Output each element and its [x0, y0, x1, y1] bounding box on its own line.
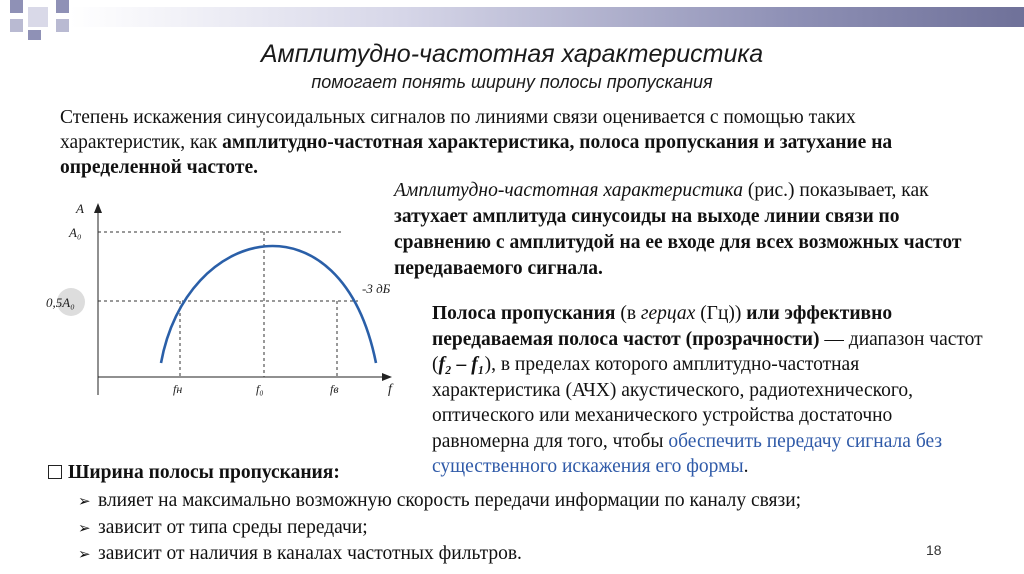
list-item-text: зависит от наличия в каналах частотных фильтров. [98, 543, 522, 564]
y-tick-label-half-a0: 0,5A₀ [46, 295, 75, 310]
band-term: Полоса пропускания [432, 303, 616, 324]
list-item-text: влияет на максимально возможную скорость передачи информации по каналу связи; [98, 490, 802, 511]
intro-paragraph [60, 105, 980, 180]
band-text: (Гц)) [695, 303, 747, 324]
band-formula: f₂ – f₁ [438, 354, 485, 375]
header-gradient-bar [70, 7, 1024, 27]
decor-square [28, 30, 41, 40]
decor-square [56, 19, 69, 32]
slide-subtitle: помогает понять ширину полосы пропускания [311, 72, 713, 92]
decor-square [10, 19, 23, 32]
intro-bold-text: амплитудно-частотная характеристика, полоса пропускания и затухание на определенной частоте. [60, 132, 893, 178]
arrow-bullet-icon: ➢ [78, 545, 91, 563]
bandwidth-paragraph [432, 301, 992, 480]
afc-paragraph [394, 178, 984, 282]
page-number: 18 [926, 542, 942, 558]
band-highlight-text: обеспечить передачу сигнала без существенного искажения его формы [432, 430, 943, 477]
bullets-heading-text: Ширина полосы пропускания: [68, 462, 340, 483]
list-item [78, 515, 801, 542]
x-axis-arrow [382, 373, 392, 381]
bullets-heading [48, 462, 340, 484]
band-italic-unit: герцах [640, 303, 696, 324]
band-text: — диапазон частот ( [432, 328, 983, 375]
x-tick-label-f0: f₀ [256, 382, 264, 396]
band-text: ), в пределах которого амплитудно-частотная характеристика (АЧХ) акустического, радиотехнического, оптического или механического устройства достаточно равномерна для того, чтобы [432, 354, 914, 452]
y-axis-arrow [94, 203, 102, 213]
decor-square [56, 0, 69, 13]
response-curve [161, 246, 376, 363]
header-decoration [0, 0, 1024, 40]
afc-italic-term: Амплитудно-частотная характеристика [394, 180, 743, 201]
x-tick-label-fv: fв [330, 382, 339, 396]
list-item [78, 541, 801, 568]
intro-text: Степень искажения синусоидальных сигналов по линиями связи оценивается с помощью таких характеристик, как [60, 107, 856, 153]
list-item-text: зависит от типа среды передачи; [98, 516, 368, 538]
y-axis-label: A [76, 201, 84, 216]
band-text: (в [615, 303, 641, 324]
afc-text: (рис.) показывает, как [742, 180, 929, 201]
slide-title: Амплитудно-частотная характеристика [260, 40, 764, 68]
decor-square [10, 0, 23, 13]
frequency-response-chart [36, 195, 416, 410]
x-tick-label-fn: fн [173, 382, 183, 396]
band-bold-definition: или эффективно передаваемая полоса частот (прозрачности) [432, 303, 893, 350]
arrow-bullet-icon: ➢ [78, 492, 91, 510]
bullet-list [78, 488, 801, 568]
list-item [78, 488, 801, 515]
y-tick-label-a0: A₀ [69, 225, 82, 240]
x-axis-label: f [388, 382, 392, 397]
afc-bold-text: затухает амплитуда синусоиды на выходе линии связи по сравнению с амплитудой на ее входе для всех возможных частот передаваемого сигнала. [394, 206, 962, 279]
decor-square [28, 7, 48, 27]
checkbox-square-icon [48, 465, 62, 479]
band-text: . [743, 456, 749, 477]
annotation-minus-3db: -3 дБ [362, 281, 391, 296]
arrow-bullet-icon: ➢ [78, 518, 91, 537]
